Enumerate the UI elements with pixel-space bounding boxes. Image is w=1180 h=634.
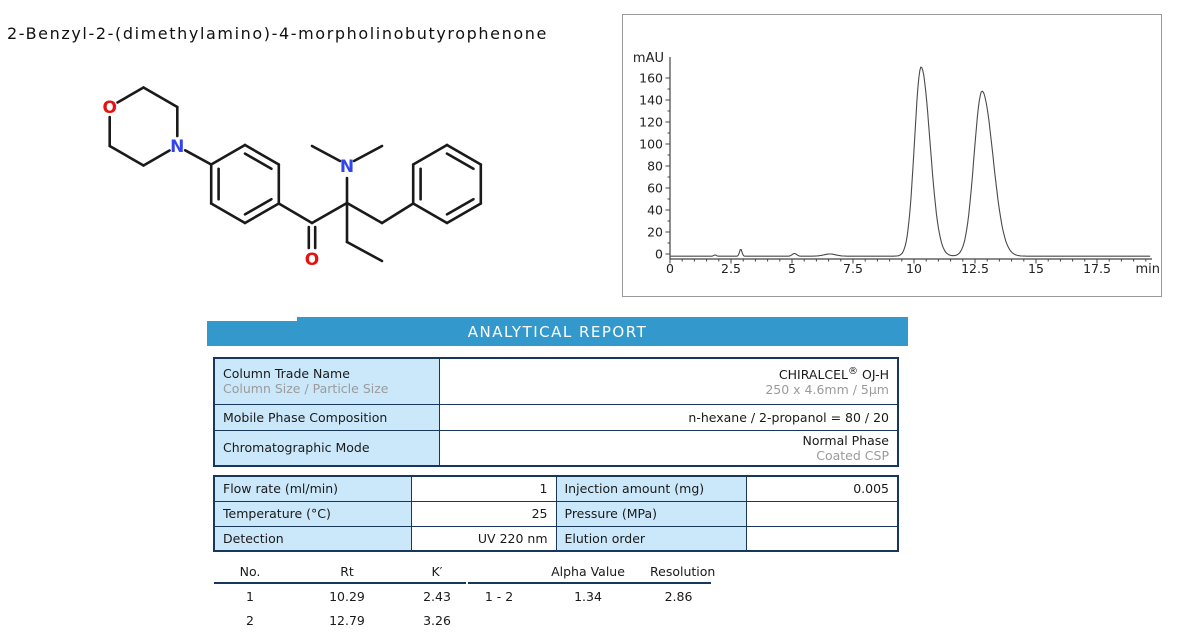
temperature-value: 25 — [411, 501, 556, 526]
pair-header — [468, 560, 530, 583]
elution-order-value — [746, 526, 898, 551]
detection-value: UV 220 nm — [411, 526, 556, 551]
chromatogram-trace — [670, 67, 1150, 256]
y-tick-label: 120 — [639, 114, 663, 130]
table-row — [214, 430, 898, 466]
column-name: CHIRALCEL — [778, 366, 849, 382]
table-row — [214, 583, 466, 608]
column-size-value: 250 x 4.6mm / 5µm — [765, 381, 889, 397]
y-tick-label: 100 — [639, 136, 663, 152]
elution-order-label: Elution order — [556, 526, 746, 551]
analytical-report-banner: ANALYTICAL REPORT — [207, 317, 908, 346]
flow-rate-value: 1 — [411, 476, 556, 501]
morpholine-oxygen-label: O — [102, 98, 117, 118]
morpholine-ring — [102, 88, 184, 166]
table-row — [214, 404, 898, 430]
peak-rt: 10.29 — [329, 588, 365, 604]
x-tick-label: 10 — [906, 261, 922, 276]
phenylene-ring — [211, 145, 279, 223]
column-trade-name-value — [448, 366, 890, 382]
x-tick-label: 2.5 — [721, 261, 741, 276]
peak-rt: 12.79 — [329, 612, 365, 628]
column-model: OJ-H — [858, 366, 889, 382]
peak-k: 2.43 — [423, 588, 451, 604]
x-tick-label: 17.5 — [1083, 261, 1111, 276]
mobile-phase-value: n-hexane / 2-propanol = 80 / 20 — [439, 404, 898, 430]
injection-amount-label: Injection amount (mg) — [556, 476, 746, 501]
alpha-value-header: Alpha Value — [530, 560, 646, 583]
conditions-table — [213, 475, 899, 552]
banner-notch — [207, 317, 297, 321]
y-tick-label: 160 — [639, 70, 663, 86]
y-tick-label: 20 — [647, 224, 663, 240]
injection-amount-value: 0.005 — [746, 476, 898, 501]
table-row — [214, 608, 466, 632]
y-tick-label: 40 — [647, 202, 663, 218]
pressure-label: Pressure (MPa) — [556, 501, 746, 526]
x-tick-label: 15 — [1028, 261, 1044, 276]
morpholine-nitrogen-label: N — [170, 137, 185, 157]
y-axis-unit-label: mAU — [632, 51, 664, 66]
chromatographic-mode-label: Chromatographic Mode — [214, 430, 439, 466]
separation-results-table — [468, 560, 716, 608]
y-tick-label: 80 — [647, 158, 663, 174]
chemical-structure — [0, 0, 540, 300]
detection-label: Detection — [214, 526, 411, 551]
no-header: No. — [214, 560, 286, 583]
alpha-value: 1.34 — [574, 588, 602, 604]
peak-k: 3.26 — [423, 612, 451, 628]
chromatographic-mode-value: Normal Phase — [802, 432, 889, 448]
x-tick-label: 0 — [666, 261, 674, 276]
peak-results-table — [214, 560, 466, 632]
temperature-label: Temperature (°C) — [214, 501, 411, 526]
table-row — [214, 560, 466, 583]
registered-mark: ® — [848, 365, 859, 377]
x-tick-label: 7.5 — [843, 261, 863, 276]
column-trade-name-label: Column Trade Name — [223, 366, 350, 382]
y-tick-label: 140 — [639, 92, 663, 108]
k-prime-header: K′ — [408, 560, 466, 583]
resolution-header: Resolution — [646, 560, 711, 583]
chromatogram-svg — [623, 15, 1161, 296]
phenyl-ring — [413, 145, 481, 223]
column-size-label: Column Size / Particle Size — [223, 381, 389, 397]
table-row — [468, 560, 711, 583]
table-row — [214, 358, 898, 404]
compound-title: 2-Benzyl-2-(dimethylamino)-4-morpholinobutyrophenone — [7, 24, 548, 43]
peak-no: 1 — [246, 588, 254, 604]
table-row — [468, 583, 711, 608]
y-tick-label: 0 — [655, 246, 663, 262]
x-tick-label: 5 — [788, 261, 796, 276]
rt-header: Rt — [286, 560, 408, 583]
pressure-value — [746, 501, 898, 526]
dimethylamino-group — [312, 146, 382, 203]
resolution-value: 2.86 — [664, 588, 693, 604]
chromatogram-panel — [622, 14, 1162, 297]
table-row — [214, 526, 898, 551]
amine-nitrogen-label: N — [339, 157, 355, 177]
table-row — [214, 476, 898, 501]
flow-rate-label: Flow rate (ml/min) — [214, 476, 411, 501]
carbonyl-oxygen-label: O — [304, 250, 320, 270]
table-row — [214, 501, 898, 526]
mobile-phase-label: Mobile Phase Composition — [214, 404, 439, 430]
carbonyl-group — [279, 203, 347, 270]
y-tick-label: 60 — [647, 180, 663, 196]
x-axis-unit-label: min — [1135, 262, 1160, 277]
peak-no: 2 — [246, 612, 254, 628]
csp-type-value: Coated CSP — [816, 447, 889, 463]
x-tick-label: 12.5 — [961, 261, 989, 276]
peak-pair: 1 - 2 — [484, 588, 514, 604]
column-info-table — [213, 357, 899, 467]
